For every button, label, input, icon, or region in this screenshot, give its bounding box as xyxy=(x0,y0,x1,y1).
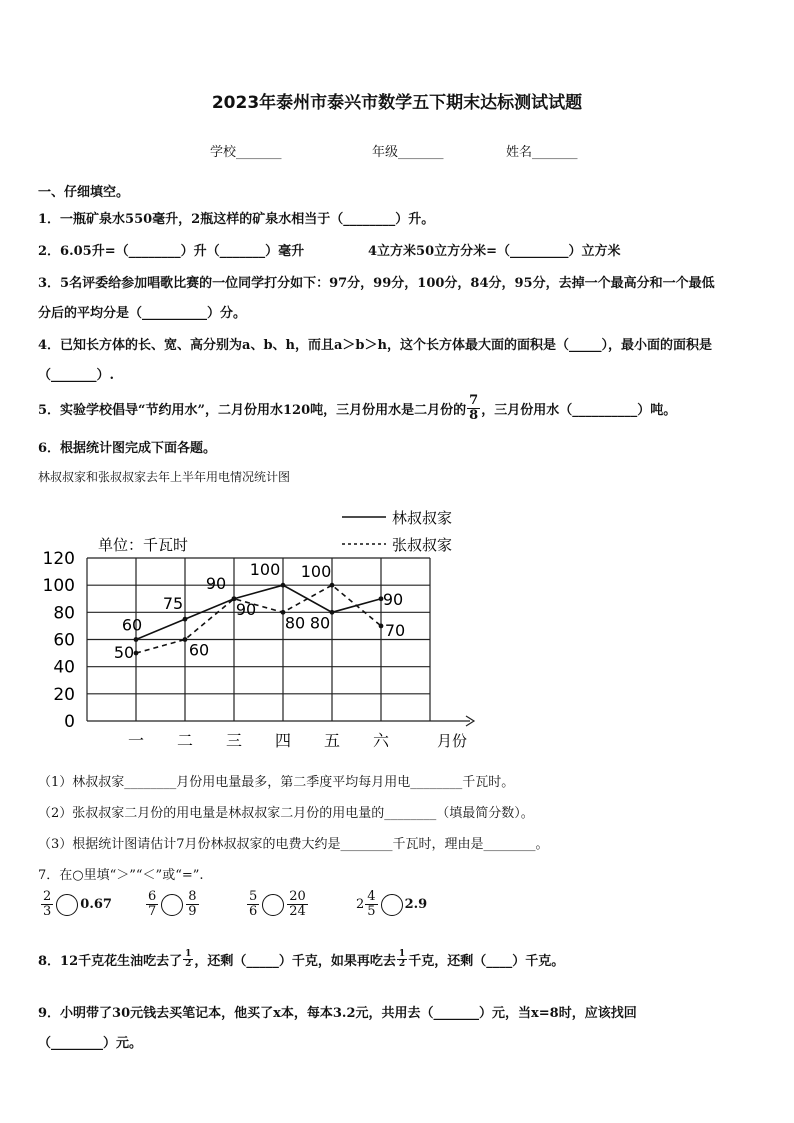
data-point xyxy=(281,583,286,588)
question-1: 1．一瓶矿泉水550毫升，2瓶这样的矿泉水相当于（________）升。 xyxy=(38,212,435,227)
frac-num: 7 xyxy=(469,393,479,408)
question-5-after: ，三月份用水（__________）吨。 xyxy=(481,403,677,418)
data-label: 90 xyxy=(205,573,227,593)
chart-legend xyxy=(342,509,452,554)
data-label: 80 xyxy=(309,613,331,633)
compare-item-4: 2 $\frac{4}{5}$ 2.9 xyxy=(356,889,428,919)
frac-den: 8 xyxy=(469,408,479,423)
page-title: 2023年泰州市泰兴市数学五下期末达标测试试题 xyxy=(211,93,583,113)
y-tick-label: 20 xyxy=(53,684,75,705)
data-point xyxy=(330,583,335,588)
data-label: 60 xyxy=(121,615,143,635)
data-point xyxy=(330,610,335,615)
data-point xyxy=(134,651,139,656)
question-2a: 2．6.05升=（________）升（_______）毫升 xyxy=(38,244,305,259)
x-tick-label: 一 xyxy=(127,731,145,750)
question-7: 7．在○里填“＞”“＜”或“=”. xyxy=(38,868,204,883)
data-label: 90 xyxy=(382,589,404,609)
data-label: 100 xyxy=(300,562,332,582)
question-6-2: （2）张叔叔家二月份的用电量是林叔叔家二月份的用电量的________（填最简分数）。 xyxy=(38,806,534,821)
data-point xyxy=(379,624,384,629)
data-label: 75 xyxy=(162,594,184,614)
data-point xyxy=(183,617,188,622)
y-tick-label: 60 xyxy=(53,630,75,651)
data-label: 90 xyxy=(235,599,257,619)
y-tick-label: 120 xyxy=(42,549,75,569)
question-3-line1: 3．5名评委给参加唱歌比赛的一位同学打分如下：97分，99分，100分，84分，95分，去掉一个最高分和一个最低 xyxy=(38,276,715,291)
y-tick-label: 80 xyxy=(53,603,75,624)
question-5 xyxy=(38,394,676,423)
compare-item-1: $\frac{2}{3}$ 0.67 xyxy=(43,889,112,919)
name-field: 姓名_______ xyxy=(506,145,578,160)
grade-field: 年级_______ xyxy=(372,145,444,160)
question-4-line1: 4．已知长方体的长、宽、高分别为a、b、h，而且a＞b＞h，这个长方体最大面的面积是（_____），最小面的面积是 xyxy=(38,338,712,353)
question-6-1: （1）林叔叔家________月份用电量最多，第二季度平均每月用电________千瓦时。 xyxy=(38,775,515,790)
x-axis-label: 月份 xyxy=(436,732,468,750)
question-9-line1: 9．小明带了30元钱去买笔记本，他买了x本，每本3.2元，共用去（_______）元，当x=8时，应该找回 xyxy=(38,1006,637,1021)
chart-title: 林叔叔家和张叔叔家去年上半年用电情况统计图 xyxy=(38,470,291,484)
data-label: 80 xyxy=(284,613,306,633)
y-tick-label: 100 xyxy=(42,576,75,597)
unit-label: 单位：千瓦时 xyxy=(98,536,189,554)
data-label: 60 xyxy=(188,640,210,660)
section-heading: 一、仔细填空。 xyxy=(38,185,130,200)
question-8: 8．12千克花生油吃去了 $\frac{1}{2}$ ，还剩（_____）千克，如果再吃去 $\frac{1}{2}$ 千克，还剩（____）千克。 xyxy=(38,949,565,969)
legend-label: 张叔叔家 xyxy=(392,536,453,554)
data-label: 70 xyxy=(384,620,406,640)
chart-marks xyxy=(114,560,405,662)
question-3-line2: 分后的平均分是（__________）分。 xyxy=(38,306,247,321)
data-point xyxy=(183,637,188,642)
x-tick-label: 二 xyxy=(176,731,194,750)
compare-circle[interactable] xyxy=(161,894,183,916)
question-6-3: （3）根据统计图请估计7月份林叔叔家的电费大约是________千瓦时，理由是________。 xyxy=(38,837,549,852)
school-field: 学校_______ xyxy=(210,145,282,160)
chart-grid xyxy=(87,558,430,721)
fraction-seven-eighths xyxy=(467,394,480,423)
compare-circle[interactable] xyxy=(262,894,284,916)
legend-label: 林叔叔家 xyxy=(392,509,453,527)
y-tick-label: 0 xyxy=(64,712,75,732)
electricity-line-chart xyxy=(30,500,490,758)
compare-circle[interactable] xyxy=(381,894,403,916)
y-tick-label: 40 xyxy=(53,657,75,678)
data-point xyxy=(134,637,139,642)
question-2b: 4立方米50立方分米=（_________）立方米 xyxy=(368,244,621,259)
compare-item-3: $\frac{5}{6}$ $\frac{20}{24}$ xyxy=(249,889,306,919)
x-tick-label: 六 xyxy=(372,731,390,750)
question-6: 6．根据统计图完成下面各题。 xyxy=(38,441,217,456)
data-label: 50 xyxy=(113,643,135,663)
question-4-line2: （_______）. xyxy=(38,368,115,383)
question-5-before: 5．实验学校倡导“节约用水”，二月份用水120吨，三月份用水是二月份的 xyxy=(38,403,467,418)
x-tick-label: 三 xyxy=(225,731,243,750)
x-tick-label: 五 xyxy=(323,731,341,750)
compare-item-2: $\frac{6}{7}$ $\frac{8}{9}$ xyxy=(148,889,197,919)
compare-circle[interactable] xyxy=(56,894,78,916)
data-label: 100 xyxy=(249,560,281,580)
question-9-line2: （________）元。 xyxy=(38,1036,143,1051)
x-tick-label: 四 xyxy=(274,731,292,750)
